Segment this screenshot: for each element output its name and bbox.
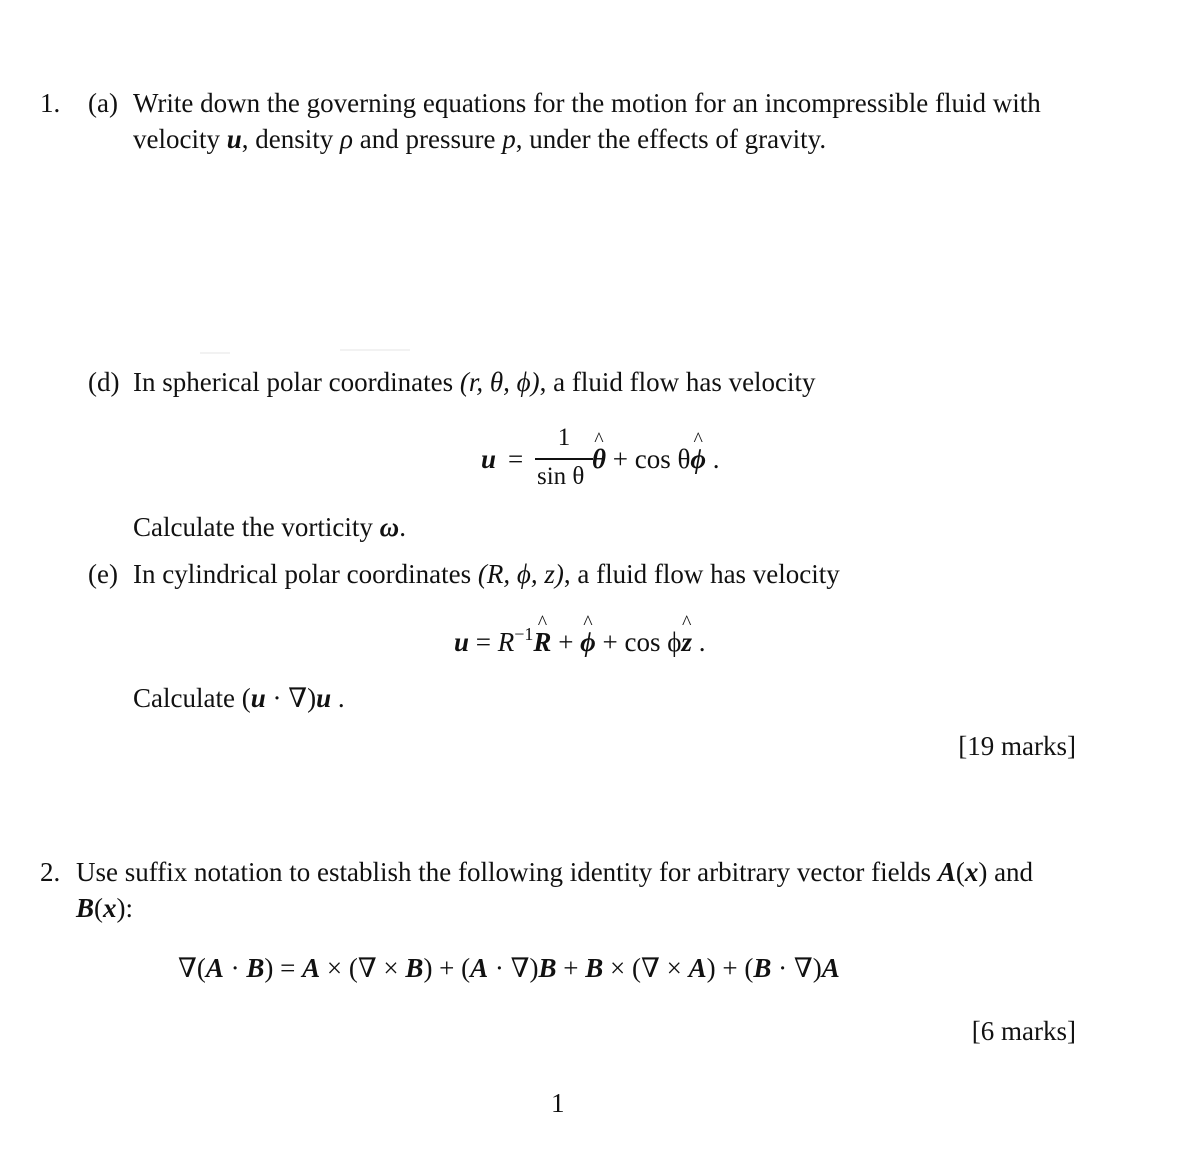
var-u: u [250,683,266,713]
identity-part: · ∇) [771,953,822,983]
q1a-line2 [133,124,826,155]
q1d-eq-lhs: u [481,444,497,474]
q1a-line2-mid1: , density [241,124,334,154]
q1d-eq-denominator: sin θ [537,463,585,490]
q1d-instruction-end: . [399,512,406,542]
q1e-text [133,559,840,590]
var-p: p [502,124,516,154]
q1d-text [133,367,816,398]
var-A: A [821,953,840,983]
q1d-eq-end: . [712,444,720,474]
q2-number: 2. [40,857,61,887]
q1e-eq-R: R [497,627,515,657]
identity-part: × (∇ × [603,953,689,983]
var-u: u [226,124,242,154]
var-rho: ρ [340,124,353,154]
scan-artifact [200,352,230,354]
q1e-eq-end: . [698,627,706,657]
q1e-instruction [133,683,345,714]
paren-close: ) [978,857,988,887]
q1a-label: (a) [88,88,118,118]
scan-artifact [340,349,410,351]
identity-part: × (∇ × [320,953,406,983]
q1d-text-post: , a fluid flow has velocity [539,367,816,397]
q1e-instruction-end: . [337,683,345,713]
q2-line1-and: and [994,857,1034,887]
q1a-line1: Write down the governing equations for the motion for an incompressible fluid with [133,88,1041,118]
q1a-line2-pre: velocity [133,124,220,154]
q2-identity [178,953,840,984]
q1d-instruction [133,512,406,543]
z-hat: ^ z [681,627,692,658]
var-B: B [585,953,604,983]
q1e-coords: (R, ϕ, z) [477,559,564,589]
var-A: A [688,953,707,983]
identity-part: · [223,953,247,983]
paren-open: ( [955,857,965,887]
theta-hat: ^ θ [592,444,606,475]
q1d-text-pre: In spherical polar coordinates [133,367,454,397]
var-B: B [405,953,424,983]
q1d-eq-equals: = [508,444,524,474]
var-u: u [316,683,332,713]
identity-part: ∇( [178,953,206,983]
q2-marks: [6 marks] [971,1016,1076,1046]
var-x: x [103,893,117,923]
var-B: B [246,953,265,983]
identity-part: + [556,953,586,983]
q1-marks: [19 marks] [958,731,1076,761]
page-number: 1 [551,1088,565,1118]
q2-line1 [76,857,1076,888]
identity-part: · ∇) [488,953,539,983]
identity-part: ) + ( [423,953,471,983]
q1e-label: (e) [88,559,118,589]
q2-line2 [76,893,133,924]
paren-open: ( [94,893,104,923]
q1e-equation [454,624,706,658]
identity-part: ) = [264,953,303,983]
q2-line2-post: ): [116,893,134,923]
var-omega: ω [379,512,400,542]
q1d-instruction-text: Calculate the vorticity [133,512,373,542]
q1e-eq-exponent: −1 [514,624,534,644]
q2-line1-text: Use suffix notation to establish the following identity for arbitrary vector fields [76,857,932,887]
q1e-eq-plus-cos: + cos ϕ [602,627,682,657]
var-B: B [753,953,772,983]
q1e-eq-plus: + [558,627,574,657]
var-B: B [538,953,557,983]
q1d-eq-fraction-bar [535,458,593,460]
q1d-eq-rest [592,444,720,475]
R-hat: ^ R [533,627,551,658]
q1a-line2-post: , under the effects of gravity. [515,124,827,154]
q1d-eq-plus-cos: + cos θ [612,444,691,474]
phi-hat: ^ ϕ [690,444,706,475]
q1-number: 1. [40,88,61,118]
var-A: A [205,953,224,983]
var-x: x [964,857,979,887]
var-B: B [76,893,95,923]
q1e-text-pre: In cylindrical polar coordinates [133,559,472,589]
q1d-eq-numerator: 1 [557,424,571,451]
q1e-text-post: , a fluid flow has velocity [563,559,840,589]
q1e-instruction-mid: · ∇) [265,683,317,713]
q1d-label: (d) [88,367,120,397]
var-A: A [302,953,321,983]
q1e-eq-equals: = [475,627,492,657]
phi-hat: ^ ϕ [580,627,596,658]
q1a-line2-mid2: and pressure [359,124,496,154]
var-A: A [937,857,956,887]
q1e-instruction-pre: Calculate ( [133,683,251,713]
q1e-eq-lhs: u [454,627,470,657]
identity-part: ) + ( [706,953,754,983]
q1d-coords: (r, θ, ϕ) [459,367,540,397]
var-A: A [470,953,489,983]
